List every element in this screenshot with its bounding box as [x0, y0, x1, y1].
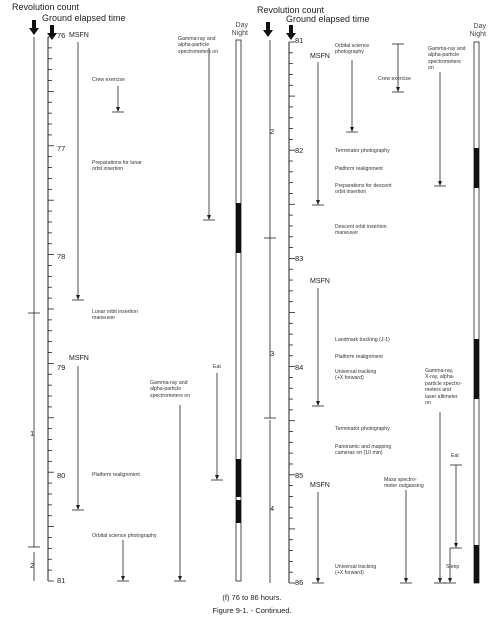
- ground-elapsed-time-label-left: Ground elapsed time: [42, 13, 126, 23]
- rev-arrow-left: [29, 20, 39, 35]
- event-arrow-head: [396, 87, 400, 92]
- ground-elapsed-time-label-right: Ground elapsed time: [286, 14, 370, 24]
- event-arrow-head: [350, 127, 354, 132]
- day-night-bar-left-night: [236, 203, 241, 253]
- event-label: Platform realignment: [335, 354, 383, 360]
- msfn-arrow-head: [316, 578, 320, 583]
- day-night-bar-left-night: [236, 459, 241, 497]
- msfn-label: MSFN: [69, 32, 89, 39]
- event-label: Terminator photography: [335, 426, 390, 432]
- hour-label: 85: [295, 471, 304, 480]
- hour-label: 83: [295, 254, 304, 263]
- day-night-bar-left-night: [236, 500, 241, 523]
- revolution-number: 2: [270, 127, 275, 136]
- revolution-count-label-left: Revolution count: [12, 2, 80, 12]
- event-arrow-head: [438, 578, 442, 583]
- hour-label: 80: [57, 471, 66, 480]
- event-label: Panoramic and mapping cameras on (10 min): [335, 444, 392, 457]
- msfn-arrow-head: [316, 401, 320, 406]
- event-label: Platform realignment: [335, 166, 383, 172]
- event-label: Orbital science photography: [335, 43, 370, 56]
- event-label: Landmark tracking (J-1): [335, 337, 390, 343]
- night-label-left: Night: [231, 30, 248, 37]
- day-night-event-label: Gamma-ray and alpha-particle spectrometers on: [428, 46, 466, 72]
- day-night-bar-right-night: [474, 545, 479, 583]
- event-label: Descent orbit insertion maneuver: [335, 224, 387, 237]
- event-label: Crew exercise: [92, 77, 125, 83]
- event-arrow-head: [448, 578, 452, 583]
- figure-subcaption: (f) 76 to 86 hours.: [222, 593, 282, 602]
- event-label: Preparations for lunar orbit insertion: [92, 160, 142, 173]
- event-label: Preparations for descent orbit insertion: [335, 183, 392, 196]
- event-arrow-head: [121, 576, 125, 581]
- day-night-event-label: Gamma-ray and alpha-particle spectrometers on: [150, 380, 191, 399]
- hour-label: 77: [57, 144, 66, 153]
- day-night-bar-left: [236, 40, 241, 581]
- revolution-number: 2: [30, 561, 35, 570]
- event-label: Orbital science photography: [92, 533, 157, 539]
- revolution-number: 1: [30, 429, 35, 438]
- hour-label: 81: [57, 576, 66, 585]
- msfn-label: MSFN: [310, 53, 330, 60]
- hour-label: 86: [295, 578, 304, 587]
- rev-arrow-right: [263, 22, 273, 37]
- event-arrow-head: [454, 543, 458, 548]
- hour-label: 76: [57, 31, 66, 40]
- day-label-right: Day: [473, 23, 486, 30]
- hour-label: 82: [295, 146, 304, 155]
- event-arrow-head: [116, 107, 120, 112]
- day-night-event-label: Eat: [213, 364, 221, 370]
- night-label-right: Night: [469, 31, 486, 38]
- day-night-bar-right: [474, 42, 479, 583]
- day-night-event-label: Sleep: [446, 564, 460, 570]
- msfn-label: MSFN: [69, 355, 89, 362]
- event-label: Mass spectro- meter outgassing: [384, 477, 424, 490]
- revolution-number: 4: [270, 504, 275, 513]
- msfn-arrow-head: [316, 200, 320, 205]
- event-label: Crew exercise: [378, 76, 411, 82]
- msfn-label: MSFN: [310, 278, 330, 285]
- event-arrow-head: [438, 181, 442, 186]
- day-night-bar-right-night: [474, 339, 479, 399]
- hour-label: 79: [57, 363, 66, 372]
- event-label: Lunar orbit insertion maneuver: [92, 309, 138, 322]
- hour-label: 78: [57, 252, 66, 261]
- msfn-arrow-head: [76, 295, 80, 300]
- day-label-left: Day: [235, 22, 248, 29]
- msfn-label: MSFN: [310, 482, 330, 489]
- day-night-event-label: Gamma-ray, X-ray, alpha- particle spectro- meters and laser altimeter on: [425, 368, 462, 407]
- hour-label: 81: [295, 36, 304, 45]
- revolution-count-label-right: Revolution count: [257, 5, 325, 15]
- event-label: Platform realignment: [92, 472, 140, 478]
- figure-caption: Figure 9-1. - Continued.: [212, 606, 292, 615]
- event-arrow-head: [207, 215, 211, 220]
- event-label: Terminator photography: [335, 148, 390, 154]
- day-night-bar-right-night: [474, 148, 479, 188]
- hour-label: 84: [295, 363, 304, 372]
- day-night-event-label: Gamma-ray and alpha-particle spectrometers on: [178, 36, 219, 55]
- event-arrow-head: [178, 576, 182, 581]
- revolution-number: 3: [270, 349, 275, 358]
- event-arrow-head: [404, 578, 408, 583]
- day-night-event-label: Eat: [451, 453, 459, 459]
- event-label: Universal tracking (+X forward): [335, 369, 377, 382]
- event-arrow-head: [215, 475, 219, 480]
- event-label: Universal tracking (+X forward): [335, 564, 377, 577]
- msfn-arrow-head: [76, 505, 80, 510]
